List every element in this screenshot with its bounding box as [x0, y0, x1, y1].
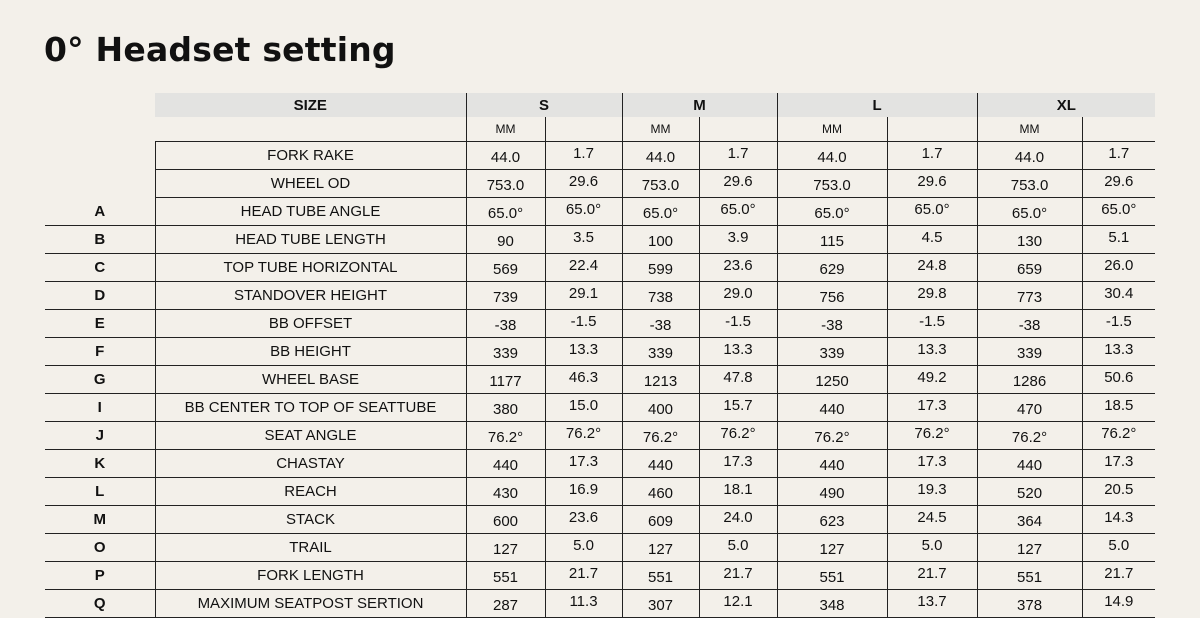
value-mm-xl: 753.0 [977, 170, 1082, 198]
value-mm-l: 623 [777, 506, 887, 534]
row-code: L [45, 478, 155, 506]
value-in-m: 5.0 [699, 534, 777, 562]
value-mm-s: 551 [466, 562, 545, 590]
row-code: A [45, 198, 155, 226]
value-in-xl: 30.4 [1082, 282, 1155, 310]
row-label: STACK [155, 506, 466, 534]
value-mm-xl: 364 [977, 506, 1082, 534]
value-in-s: 29.6 [545, 170, 622, 198]
value-mm-xl: 659 [977, 254, 1082, 282]
row-label: WHEEL OD [155, 170, 466, 198]
size-header-row [45, 93, 1155, 117]
value-in-m: 3.9 [699, 226, 777, 254]
value-mm-m: 753.0 [622, 170, 699, 198]
value-in-m: 1.7 [699, 142, 777, 170]
row-label: FORK RAKE [155, 142, 466, 170]
value-mm-s: 76.2° [466, 422, 545, 450]
value-in-l: 4.5 [887, 226, 977, 254]
unit-mm-l: MM [777, 117, 887, 142]
value-in-xl: 13.3 [1082, 338, 1155, 366]
row-code: M [45, 506, 155, 534]
size-header-s: S [466, 93, 622, 117]
table-row [45, 450, 1155, 478]
row-code: B [45, 226, 155, 254]
value-mm-m: 100 [622, 226, 699, 254]
row-code: O [45, 534, 155, 562]
value-mm-s: -38 [466, 310, 545, 338]
table-row [45, 170, 1155, 198]
value-in-xl: 65.0° [1082, 198, 1155, 226]
row-code [45, 142, 155, 170]
value-mm-xl: 378 [977, 590, 1082, 618]
table-row [45, 394, 1155, 422]
value-in-xl: 14.3 [1082, 506, 1155, 534]
value-in-xl: 17.3 [1082, 450, 1155, 478]
value-in-xl: 76.2° [1082, 422, 1155, 450]
value-in-xl: 1.7 [1082, 142, 1155, 170]
value-mm-m: 738 [622, 282, 699, 310]
value-in-xl: 14.9 [1082, 590, 1155, 618]
unit-blank-cell [45, 117, 155, 142]
value-in-l: 29.8 [887, 282, 977, 310]
unit-label-cell [155, 117, 466, 142]
value-in-s: -1.5 [545, 310, 622, 338]
row-code: J [45, 422, 155, 450]
value-mm-xl: 76.2° [977, 422, 1082, 450]
value-in-m: 29.6 [699, 170, 777, 198]
size-column-label: SIZE [155, 93, 466, 117]
row-label: HEAD TUBE ANGLE [155, 198, 466, 226]
value-in-l: 17.3 [887, 450, 977, 478]
row-code: C [45, 254, 155, 282]
value-in-l: 13.3 [887, 338, 977, 366]
value-in-xl: -1.5 [1082, 310, 1155, 338]
value-mm-l: 115 [777, 226, 887, 254]
size-header-l: L [777, 93, 977, 117]
value-mm-xl: 127 [977, 534, 1082, 562]
value-mm-s: 127 [466, 534, 545, 562]
value-mm-m: 609 [622, 506, 699, 534]
value-in-s: 15.0 [545, 394, 622, 422]
value-mm-l: 127 [777, 534, 887, 562]
unit-mm-xl: MM [977, 117, 1082, 142]
value-in-l: 49.2 [887, 366, 977, 394]
value-in-m: 23.6 [699, 254, 777, 282]
value-mm-s: 739 [466, 282, 545, 310]
value-in-s: 29.1 [545, 282, 622, 310]
value-in-l: 76.2° [887, 422, 977, 450]
row-label: TRAIL [155, 534, 466, 562]
value-in-m: -1.5 [699, 310, 777, 338]
value-in-m: 12.1 [699, 590, 777, 618]
table-row [45, 366, 1155, 394]
value-mm-l: 1250 [777, 366, 887, 394]
value-mm-l: 65.0° [777, 198, 887, 226]
value-in-l: 1.7 [887, 142, 977, 170]
value-in-s: 16.9 [545, 478, 622, 506]
value-in-m: 15.7 [699, 394, 777, 422]
row-code: P [45, 562, 155, 590]
value-mm-s: 430 [466, 478, 545, 506]
value-mm-m: 440 [622, 450, 699, 478]
row-label: FORK LENGTH [155, 562, 466, 590]
value-in-s: 1.7 [545, 142, 622, 170]
value-mm-s: 600 [466, 506, 545, 534]
row-label: BB CENTER TO TOP OF SEATTUBE [155, 394, 466, 422]
value-mm-s: 569 [466, 254, 545, 282]
value-in-m: 29.0 [699, 282, 777, 310]
value-in-m: 18.1 [699, 478, 777, 506]
table-row [45, 226, 1155, 254]
value-in-s: 23.6 [545, 506, 622, 534]
value-mm-l: -38 [777, 310, 887, 338]
value-in-l: 13.7 [887, 590, 977, 618]
value-in-s: 76.2° [545, 422, 622, 450]
value-in-l: 21.7 [887, 562, 977, 590]
size-header-xl: XL [977, 93, 1155, 117]
unit-row [45, 117, 1155, 142]
value-mm-xl: 520 [977, 478, 1082, 506]
table-row [45, 338, 1155, 366]
value-mm-l: 348 [777, 590, 887, 618]
value-mm-xl: 130 [977, 226, 1082, 254]
table-row [45, 310, 1155, 338]
row-label: WHEEL BASE [155, 366, 466, 394]
row-code: I [45, 394, 155, 422]
value-mm-m: 599 [622, 254, 699, 282]
table-row [45, 282, 1155, 310]
value-in-s: 65.0° [545, 198, 622, 226]
row-label: SEAT ANGLE [155, 422, 466, 450]
value-mm-s: 65.0° [466, 198, 545, 226]
value-mm-s: 753.0 [466, 170, 545, 198]
value-in-xl: 26.0 [1082, 254, 1155, 282]
value-mm-l: 753.0 [777, 170, 887, 198]
value-in-l: 24.8 [887, 254, 977, 282]
value-in-m: 65.0° [699, 198, 777, 226]
value-in-l: 5.0 [887, 534, 977, 562]
value-mm-xl: 1286 [977, 366, 1082, 394]
value-mm-s: 1177 [466, 366, 545, 394]
value-in-xl: 20.5 [1082, 478, 1155, 506]
value-mm-xl: 44.0 [977, 142, 1082, 170]
value-mm-m: 76.2° [622, 422, 699, 450]
value-mm-l: 339 [777, 338, 887, 366]
geometry-table [45, 93, 1155, 618]
value-mm-s: 339 [466, 338, 545, 366]
row-code [45, 170, 155, 198]
value-in-xl: 18.5 [1082, 394, 1155, 422]
value-mm-m: 127 [622, 534, 699, 562]
value-in-m: 47.8 [699, 366, 777, 394]
value-in-l: 29.6 [887, 170, 977, 198]
value-mm-xl: 551 [977, 562, 1082, 590]
table-body [45, 142, 1155, 618]
value-mm-m: 339 [622, 338, 699, 366]
row-label: STANDOVER HEIGHT [155, 282, 466, 310]
value-mm-m: 1213 [622, 366, 699, 394]
table-row [45, 198, 1155, 226]
value-mm-s: 440 [466, 450, 545, 478]
value-in-m: 17.3 [699, 450, 777, 478]
size-header-m: M [622, 93, 777, 117]
value-in-s: 21.7 [545, 562, 622, 590]
unit-in-xl [1082, 117, 1155, 142]
value-in-s: 11.3 [545, 590, 622, 618]
value-mm-l: 44.0 [777, 142, 887, 170]
row-label: MAXIMUM SEATPOST SERTION [155, 590, 466, 618]
value-mm-xl: 339 [977, 338, 1082, 366]
value-mm-m: 65.0° [622, 198, 699, 226]
value-mm-m: 44.0 [622, 142, 699, 170]
unit-in-l [887, 117, 977, 142]
value-mm-s: 380 [466, 394, 545, 422]
table-row [45, 590, 1155, 618]
value-mm-l: 551 [777, 562, 887, 590]
value-mm-xl: 773 [977, 282, 1082, 310]
value-mm-l: 440 [777, 394, 887, 422]
row-code: F [45, 338, 155, 366]
value-in-xl: 29.6 [1082, 170, 1155, 198]
value-in-m: 13.3 [699, 338, 777, 366]
value-mm-xl: 65.0° [977, 198, 1082, 226]
value-mm-l: 440 [777, 450, 887, 478]
row-label: CHASTAY [155, 450, 466, 478]
value-in-l: 19.3 [887, 478, 977, 506]
table-row [45, 254, 1155, 282]
value-mm-m: 460 [622, 478, 699, 506]
value-mm-l: 756 [777, 282, 887, 310]
value-in-l: 24.5 [887, 506, 977, 534]
value-in-s: 13.3 [545, 338, 622, 366]
value-mm-l: 629 [777, 254, 887, 282]
value-in-xl: 50.6 [1082, 366, 1155, 394]
table-row [45, 142, 1155, 170]
value-mm-xl: 470 [977, 394, 1082, 422]
value-mm-m: 307 [622, 590, 699, 618]
value-in-xl: 5.0 [1082, 534, 1155, 562]
row-code: K [45, 450, 155, 478]
row-label: REACH [155, 478, 466, 506]
value-in-xl: 5.1 [1082, 226, 1155, 254]
value-mm-xl: -38 [977, 310, 1082, 338]
header-blank-cell [45, 93, 155, 117]
row-code: Q [45, 590, 155, 618]
row-label: HEAD TUBE LENGTH [155, 226, 466, 254]
unit-mm-s: MM [466, 117, 545, 142]
page-title: 0° Headset setting [44, 30, 396, 69]
value-in-s: 5.0 [545, 534, 622, 562]
value-mm-s: 287 [466, 590, 545, 618]
value-mm-m: 400 [622, 394, 699, 422]
value-in-l: 65.0° [887, 198, 977, 226]
value-mm-l: 76.2° [777, 422, 887, 450]
unit-in-m [699, 117, 777, 142]
row-code: D [45, 282, 155, 310]
row-code: G [45, 366, 155, 394]
row-code: E [45, 310, 155, 338]
value-in-m: 21.7 [699, 562, 777, 590]
unit-mm-m: MM [622, 117, 699, 142]
value-in-s: 3.5 [545, 226, 622, 254]
value-in-m: 24.0 [699, 506, 777, 534]
value-in-l: 17.3 [887, 394, 977, 422]
value-mm-l: 490 [777, 478, 887, 506]
table-row [45, 562, 1155, 590]
value-in-s: 46.3 [545, 366, 622, 394]
table-row [45, 422, 1155, 450]
value-mm-s: 44.0 [466, 142, 545, 170]
value-mm-m: 551 [622, 562, 699, 590]
unit-in-s [545, 117, 622, 142]
value-in-s: 22.4 [545, 254, 622, 282]
table-row [45, 478, 1155, 506]
row-label: BB HEIGHT [155, 338, 466, 366]
value-mm-xl: 440 [977, 450, 1082, 478]
value-in-m: 76.2° [699, 422, 777, 450]
value-mm-m: -38 [622, 310, 699, 338]
table-row [45, 506, 1155, 534]
value-in-xl: 21.7 [1082, 562, 1155, 590]
table-row [45, 534, 1155, 562]
row-label: TOP TUBE HORIZONTAL [155, 254, 466, 282]
row-label: BB OFFSET [155, 310, 466, 338]
value-in-s: 17.3 [545, 450, 622, 478]
value-mm-s: 90 [466, 226, 545, 254]
value-in-l: -1.5 [887, 310, 977, 338]
